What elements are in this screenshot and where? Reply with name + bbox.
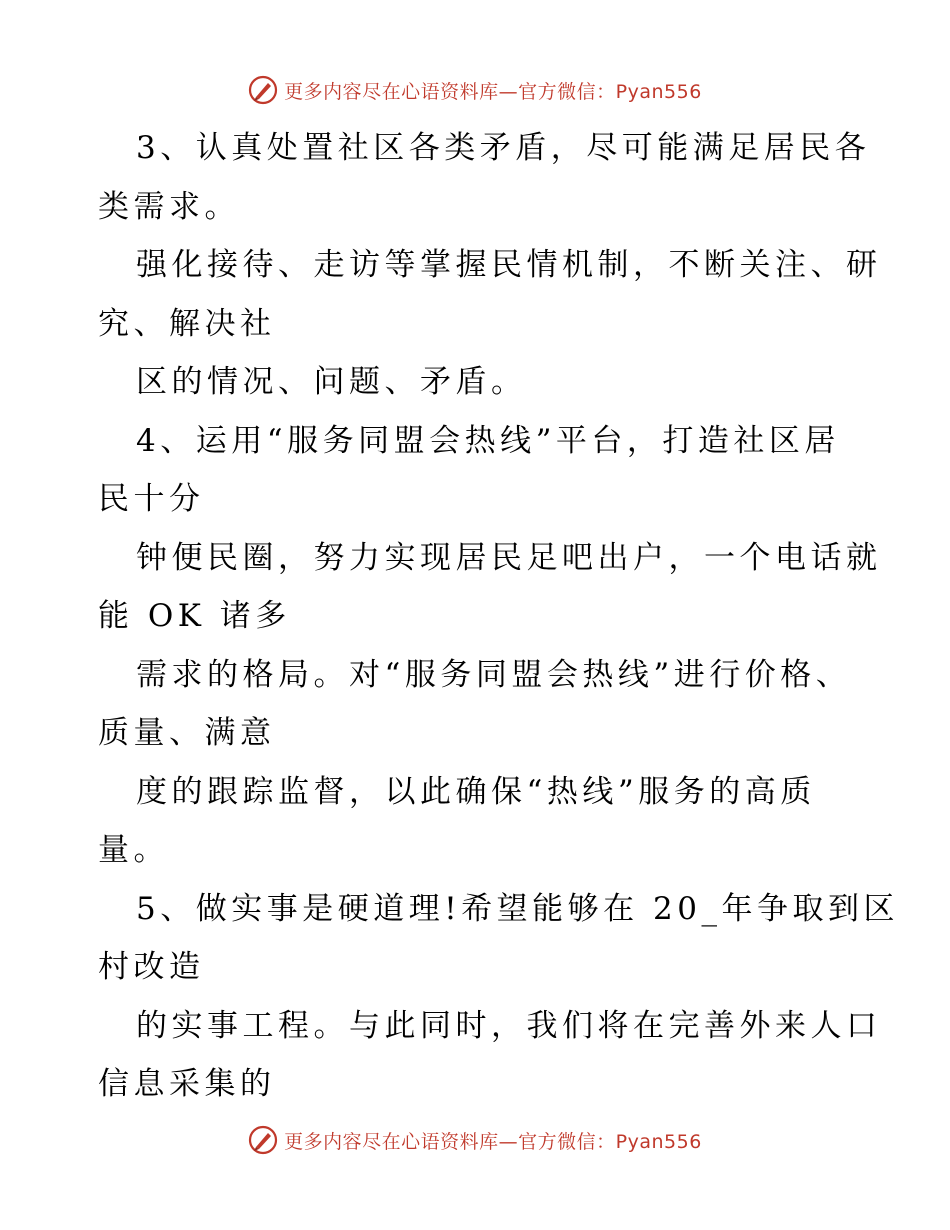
body-line: 能 OK 诸多 — [98, 598, 291, 634]
body-line: 信息采集的 — [98, 1066, 276, 1102]
header-banner-text: 更多内容尽在心语资料库—官方微信：Pyan556 — [284, 80, 702, 103]
body-line: 强化接待、走访等掌握民情机制，不断关注、研 — [136, 247, 882, 283]
body-line: 质量、满意 — [98, 715, 276, 751]
body-line: 4、运用“服务同盟会热线”平台，打造社区居 — [136, 422, 840, 459]
body-line: 类需求。 — [98, 188, 240, 225]
body-line: 区的情况、问题、矛盾。 — [136, 364, 527, 400]
body-line: 5、做实事是硬道理!希望能够在 20_年争取到区 — [136, 890, 899, 927]
body-line: 村改造 — [98, 949, 205, 985]
pen-logo-icon — [248, 1125, 278, 1155]
body-line: 量。 — [98, 832, 169, 868]
body-line: 钟便民圈，努力实现居民足吧出户，一个电话就 — [136, 539, 882, 576]
body-line: 民十分 — [98, 481, 205, 517]
document-body — [98, 119, 899, 1114]
body-line: 需求的格局。对“服务同盟会热线”进行价格、 — [136, 656, 852, 693]
footer-banner — [0, 1120, 950, 1160]
footer-banner-text: 更多内容尽在心语资料库—官方微信：Pyan556 — [284, 1130, 702, 1153]
header-banner — [0, 70, 950, 110]
body-line: 度的跟踪监督，以此确保“热线”服务的高质 — [136, 773, 816, 810]
pen-logo-icon — [248, 75, 278, 105]
body-line: 的实事工程。与此同时，我们将在完善外来人口 — [136, 1007, 882, 1044]
body-line: 究、解决社 — [98, 305, 276, 342]
body-line: 3、认真处置社区各类矛盾，尽可能满足居民各 — [136, 130, 871, 166]
